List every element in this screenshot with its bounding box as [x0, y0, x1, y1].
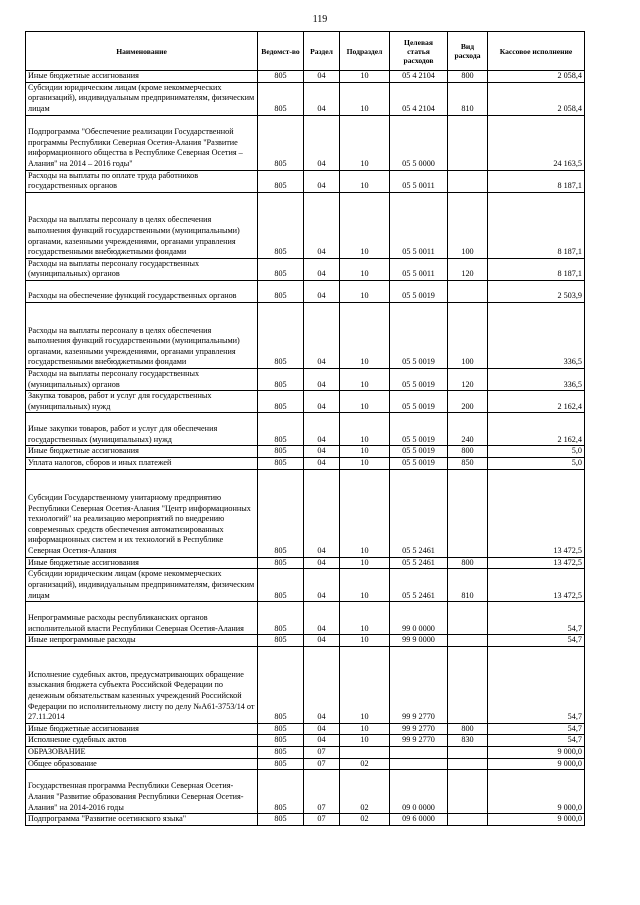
col-header-ved: Ведомст-во	[258, 32, 304, 71]
row-ved-cell: 805	[258, 302, 304, 368]
row-amount-cell: 8 187,1	[488, 170, 585, 192]
table-row	[26, 368, 585, 390]
row-name-cell: ОБРАЗОВАНИЕ	[26, 746, 258, 758]
col-header-statya: Целевая статья расходов	[390, 32, 448, 71]
row-vid-cell: 120	[448, 258, 488, 280]
row-podrazdel-cell: 10	[340, 192, 390, 258]
row-amount-cell: 13 472,5	[488, 569, 585, 602]
row-vid-cell: 240	[448, 413, 488, 446]
row-statya-cell: 05 5 0019	[390, 391, 448, 413]
row-vid-cell	[448, 115, 488, 170]
row-statya-cell: 05 5 0011	[390, 170, 448, 192]
col-header-vid: Вид расхода	[448, 32, 488, 71]
row-name-cell: Иные бюджетные ассигнования	[26, 557, 258, 569]
row-name-cell: Расходы на выплаты по оплате труда работников государственных органов	[26, 170, 258, 192]
row-vid-cell: 120	[448, 368, 488, 390]
row-ved-cell: 805	[258, 646, 304, 723]
row-razdel-cell: 04	[304, 646, 340, 723]
row-razdel-cell: 07	[304, 814, 340, 826]
row-ved-cell: 805	[258, 746, 304, 758]
row-razdel-cell: 04	[304, 82, 340, 115]
row-name-cell: Подпрограмма "Обеспечение реализации Государственной программы Республики Северная Осетия-Алания "Развитие информационного общества в Республике Северная Осетия – Алания" на 2014 – 2016 годы"	[26, 115, 258, 170]
row-vid-cell	[448, 770, 488, 814]
row-razdel-cell: 04	[304, 192, 340, 258]
row-vid-cell	[448, 170, 488, 192]
row-razdel-cell: 04	[304, 446, 340, 458]
row-vid-cell: 830	[448, 735, 488, 747]
row-razdel-cell: 04	[304, 391, 340, 413]
row-amount-cell: 2 162,4	[488, 391, 585, 413]
row-amount-cell: 2 503,9	[488, 280, 585, 302]
row-ved-cell: 805	[258, 469, 304, 557]
row-statya-cell: 05 4 2104	[390, 71, 448, 83]
row-vid-cell: 850	[448, 457, 488, 469]
row-name-cell: Общее образование	[26, 758, 258, 770]
table-row	[26, 557, 585, 569]
table-row	[26, 469, 585, 557]
row-razdel-cell: 07	[304, 770, 340, 814]
row-statya-cell: 05 5 2461	[390, 569, 448, 602]
row-name-cell: Расходы на выплаты персоналу в целях обеспечения выполнения функций государственными (муниципальными) органами, казенными учреждениями, органами управления государственными внебюджетными фондами	[26, 192, 258, 258]
row-statya-cell: 09 0 0000	[390, 770, 448, 814]
row-podrazdel-cell: 10	[340, 635, 390, 647]
row-name-cell: Расходы на выплаты персоналу государственных (муниципальных) органов	[26, 368, 258, 390]
col-header-podrazdel: Подраздел	[340, 32, 390, 71]
row-podrazdel-cell: 10	[340, 646, 390, 723]
row-amount-cell: 5,0	[488, 446, 585, 458]
row-ved-cell: 805	[258, 71, 304, 83]
table-row	[26, 635, 585, 647]
row-podrazdel-cell: 10	[340, 569, 390, 602]
row-podrazdel-cell: 02	[340, 758, 390, 770]
row-statya-cell: 05 5 0019	[390, 302, 448, 368]
budget-execution-table	[25, 31, 585, 826]
row-statya-cell: 09 6 0000	[390, 814, 448, 826]
row-statya-cell: 05 5 0019	[390, 413, 448, 446]
row-podrazdel-cell: 10	[340, 115, 390, 170]
table-row	[26, 602, 585, 635]
row-vid-cell: 800	[448, 557, 488, 569]
row-ved-cell: 805	[258, 602, 304, 635]
row-ved-cell: 805	[258, 368, 304, 390]
row-podrazdel-cell: 10	[340, 258, 390, 280]
row-razdel-cell: 04	[304, 71, 340, 83]
row-podrazdel-cell: 10	[340, 723, 390, 735]
table-row	[26, 115, 585, 170]
row-amount-cell: 13 472,5	[488, 557, 585, 569]
row-ved-cell: 805	[258, 170, 304, 192]
table-row	[26, 746, 585, 758]
row-vid-cell: 100	[448, 192, 488, 258]
table-row	[26, 258, 585, 280]
row-name-cell: Субсидии юридическим лицам (кроме некоммерческих организаций), индивидуальным предпринимателям, физическим лицам	[26, 569, 258, 602]
row-razdel-cell: 04	[304, 258, 340, 280]
row-ved-cell: 805	[258, 569, 304, 602]
table-row	[26, 758, 585, 770]
row-statya-cell: 05 5 2461	[390, 469, 448, 557]
row-podrazdel-cell: 10	[340, 602, 390, 635]
row-vid-cell	[448, 602, 488, 635]
table-row	[26, 302, 585, 368]
row-statya-cell: 99 9 2770	[390, 723, 448, 735]
row-name-cell: Субсидии Государственному унитарному предприятию Республики Северная Осетия-Алания "Центр информационных технологий" на реализацию мероприятий по внедрению современных средств обеспечения автоматизированных информационных систем и их технологий в Республике Северная Осетия-Алания	[26, 469, 258, 557]
row-podrazdel-cell: 10	[340, 280, 390, 302]
table-row	[26, 280, 585, 302]
row-ved-cell: 805	[258, 814, 304, 826]
table-row	[26, 723, 585, 735]
row-ved-cell: 805	[258, 770, 304, 814]
row-statya-cell: 05 5 0019	[390, 457, 448, 469]
row-amount-cell: 8 187,1	[488, 192, 585, 258]
row-statya-cell: 99 9 0000	[390, 635, 448, 647]
table-row	[26, 71, 585, 83]
row-name-cell: Подпрограмма "Развитие осетинского языка"	[26, 814, 258, 826]
row-podrazdel-cell: 02	[340, 814, 390, 826]
row-vid-cell	[448, 635, 488, 647]
row-vid-cell	[448, 814, 488, 826]
row-razdel-cell: 07	[304, 758, 340, 770]
table-row	[26, 413, 585, 446]
row-razdel-cell: 07	[304, 746, 340, 758]
row-razdel-cell: 04	[304, 302, 340, 368]
row-podrazdel-cell: 10	[340, 170, 390, 192]
table-row	[26, 814, 585, 826]
row-vid-cell: 800	[448, 446, 488, 458]
row-statya-cell: 05 5 2461	[390, 557, 448, 569]
row-name-cell: Расходы на выплаты персоналу государственных (муниципальных) органов	[26, 258, 258, 280]
row-statya-cell	[390, 746, 448, 758]
row-name-cell: Расходы на выплаты персоналу в целях обеспечения выполнения функций государственными (муниципальными) органами, казенными учреждениями, органами управления государственными внебюджетными фондами	[26, 302, 258, 368]
row-razdel-cell: 04	[304, 115, 340, 170]
row-podrazdel-cell: 10	[340, 391, 390, 413]
row-ved-cell: 805	[258, 735, 304, 747]
row-amount-cell: 9 000,0	[488, 758, 585, 770]
row-name-cell: Исполнение судебных актов	[26, 735, 258, 747]
row-ved-cell: 805	[258, 413, 304, 446]
row-name-cell: Закупка товаров, работ и услуг для государственных (муниципальных) нужд	[26, 391, 258, 413]
row-vid-cell	[448, 646, 488, 723]
row-razdel-cell: 04	[304, 280, 340, 302]
row-podrazdel-cell: 10	[340, 302, 390, 368]
row-amount-cell: 5,0	[488, 457, 585, 469]
row-statya-cell: 05 5 0019	[390, 368, 448, 390]
row-vid-cell	[448, 280, 488, 302]
table-row	[26, 569, 585, 602]
row-razdel-cell: 04	[304, 635, 340, 647]
row-podrazdel-cell: 10	[340, 368, 390, 390]
row-amount-cell: 9 000,0	[488, 770, 585, 814]
row-razdel-cell: 04	[304, 368, 340, 390]
row-ved-cell: 805	[258, 192, 304, 258]
row-podrazdel-cell: 10	[340, 469, 390, 557]
table-row	[26, 446, 585, 458]
row-name-cell: Уплата налогов, сборов и иных платежей	[26, 457, 258, 469]
row-vid-cell: 810	[448, 569, 488, 602]
row-name-cell: Непрограммные расходы республиканских органов исполнительной власти Республики Северная Осетия-Алания	[26, 602, 258, 635]
row-podrazdel-cell: 02	[340, 770, 390, 814]
row-ved-cell: 805	[258, 758, 304, 770]
row-amount-cell: 54,7	[488, 723, 585, 735]
row-vid-cell: 100	[448, 302, 488, 368]
row-amount-cell: 8 187,1	[488, 258, 585, 280]
row-amount-cell: 24 163,5	[488, 115, 585, 170]
row-amount-cell: 336,5	[488, 302, 585, 368]
row-vid-cell: 200	[448, 391, 488, 413]
row-statya-cell: 05 5 0000	[390, 115, 448, 170]
row-ved-cell: 805	[258, 723, 304, 735]
row-amount-cell: 2 058,4	[488, 82, 585, 115]
row-name-cell: Иные закупки товаров, работ и услуг для обеспечения государственных (муниципальных) нужд	[26, 413, 258, 446]
row-podrazdel-cell: 10	[340, 82, 390, 115]
row-razdel-cell: 04	[304, 569, 340, 602]
row-amount-cell: 54,7	[488, 646, 585, 723]
row-statya-cell: 05 5 0019	[390, 280, 448, 302]
row-podrazdel-cell: 10	[340, 446, 390, 458]
row-amount-cell: 336,5	[488, 368, 585, 390]
row-podrazdel-cell: 10	[340, 735, 390, 747]
row-amount-cell: 54,7	[488, 735, 585, 747]
row-ved-cell: 805	[258, 115, 304, 170]
row-razdel-cell: 04	[304, 723, 340, 735]
page-number: 119	[312, 14, 328, 25]
row-amount-cell: 2 058,4	[488, 71, 585, 83]
row-razdel-cell: 04	[304, 557, 340, 569]
row-ved-cell: 805	[258, 391, 304, 413]
row-podrazdel-cell: 10	[340, 71, 390, 83]
row-ved-cell: 805	[258, 557, 304, 569]
row-podrazdel-cell: 10	[340, 557, 390, 569]
row-amount-cell: 54,7	[488, 635, 585, 647]
row-statya-cell: 05 5 0011	[390, 192, 448, 258]
col-header-razdel: Раздел	[304, 32, 340, 71]
row-razdel-cell: 04	[304, 602, 340, 635]
row-razdel-cell: 04	[304, 170, 340, 192]
row-statya-cell: 99 9 2770	[390, 735, 448, 747]
row-razdel-cell: 04	[304, 413, 340, 446]
row-ved-cell: 805	[258, 82, 304, 115]
row-name-cell: Иные бюджетные ассигнования	[26, 723, 258, 735]
row-vid-cell	[448, 758, 488, 770]
row-name-cell: Исполнение судебных актов, предусматривающих обращение взыскания бюджета субъекта Российской Федерации по денежным обязательствам казенных учреждений Российской Федерации по исполнительному листу по делу №А61-3753/14 от 27.11.2014	[26, 646, 258, 723]
row-vid-cell	[448, 746, 488, 758]
col-header-amount: Кассовое исполнение	[488, 32, 585, 71]
row-ved-cell: 805	[258, 446, 304, 458]
row-podrazdel-cell: 10	[340, 413, 390, 446]
row-ved-cell: 805	[258, 635, 304, 647]
row-name-cell: Субсидии юридическим лицам (кроме некоммерческих организаций), индивидуальным предпринимателям, физическим лицам	[26, 82, 258, 115]
row-statya-cell: 99 0 0000	[390, 602, 448, 635]
row-podrazdel-cell: 10	[340, 457, 390, 469]
table-row	[26, 646, 585, 723]
row-statya-cell	[390, 758, 448, 770]
row-amount-cell: 9 000,0	[488, 814, 585, 826]
row-amount-cell: 13 472,5	[488, 469, 585, 557]
table-row	[26, 170, 585, 192]
row-ved-cell: 805	[258, 258, 304, 280]
row-name-cell: Иные бюджетные ассигнования	[26, 446, 258, 458]
row-razdel-cell: 04	[304, 469, 340, 557]
row-vid-cell: 800	[448, 71, 488, 83]
row-vid-cell: 810	[448, 82, 488, 115]
table-row	[26, 770, 585, 814]
row-vid-cell: 800	[448, 723, 488, 735]
table-row	[26, 735, 585, 747]
row-name-cell: Государственная программа Республики Северная Осетия-Алания "Развитие образования Республики Северная Осетия-Алания" на 2014-2016 годы	[26, 770, 258, 814]
row-razdel-cell: 04	[304, 735, 340, 747]
row-name-cell: Расходы на обеспечение функций государственных органов	[26, 280, 258, 302]
table-row	[26, 457, 585, 469]
row-podrazdel-cell	[340, 746, 390, 758]
row-name-cell: Иные бюджетные ассигнования	[26, 71, 258, 83]
table-row	[26, 192, 585, 258]
row-amount-cell: 9 000,0	[488, 746, 585, 758]
row-ved-cell: 805	[258, 457, 304, 469]
table-row	[26, 82, 585, 115]
row-amount-cell: 54,7	[488, 602, 585, 635]
row-statya-cell: 05 4 2104	[390, 82, 448, 115]
col-header-name: Наименование	[26, 32, 258, 71]
table-header-row	[26, 32, 585, 71]
row-name-cell: Иные непрограммные расходы	[26, 635, 258, 647]
table-row	[26, 391, 585, 413]
row-razdel-cell: 04	[304, 457, 340, 469]
row-statya-cell: 05 5 0019	[390, 446, 448, 458]
row-ved-cell: 805	[258, 280, 304, 302]
row-statya-cell: 99 9 2770	[390, 646, 448, 723]
row-statya-cell: 05 5 0011	[390, 258, 448, 280]
row-vid-cell	[448, 469, 488, 557]
row-amount-cell: 2 162,4	[488, 413, 585, 446]
